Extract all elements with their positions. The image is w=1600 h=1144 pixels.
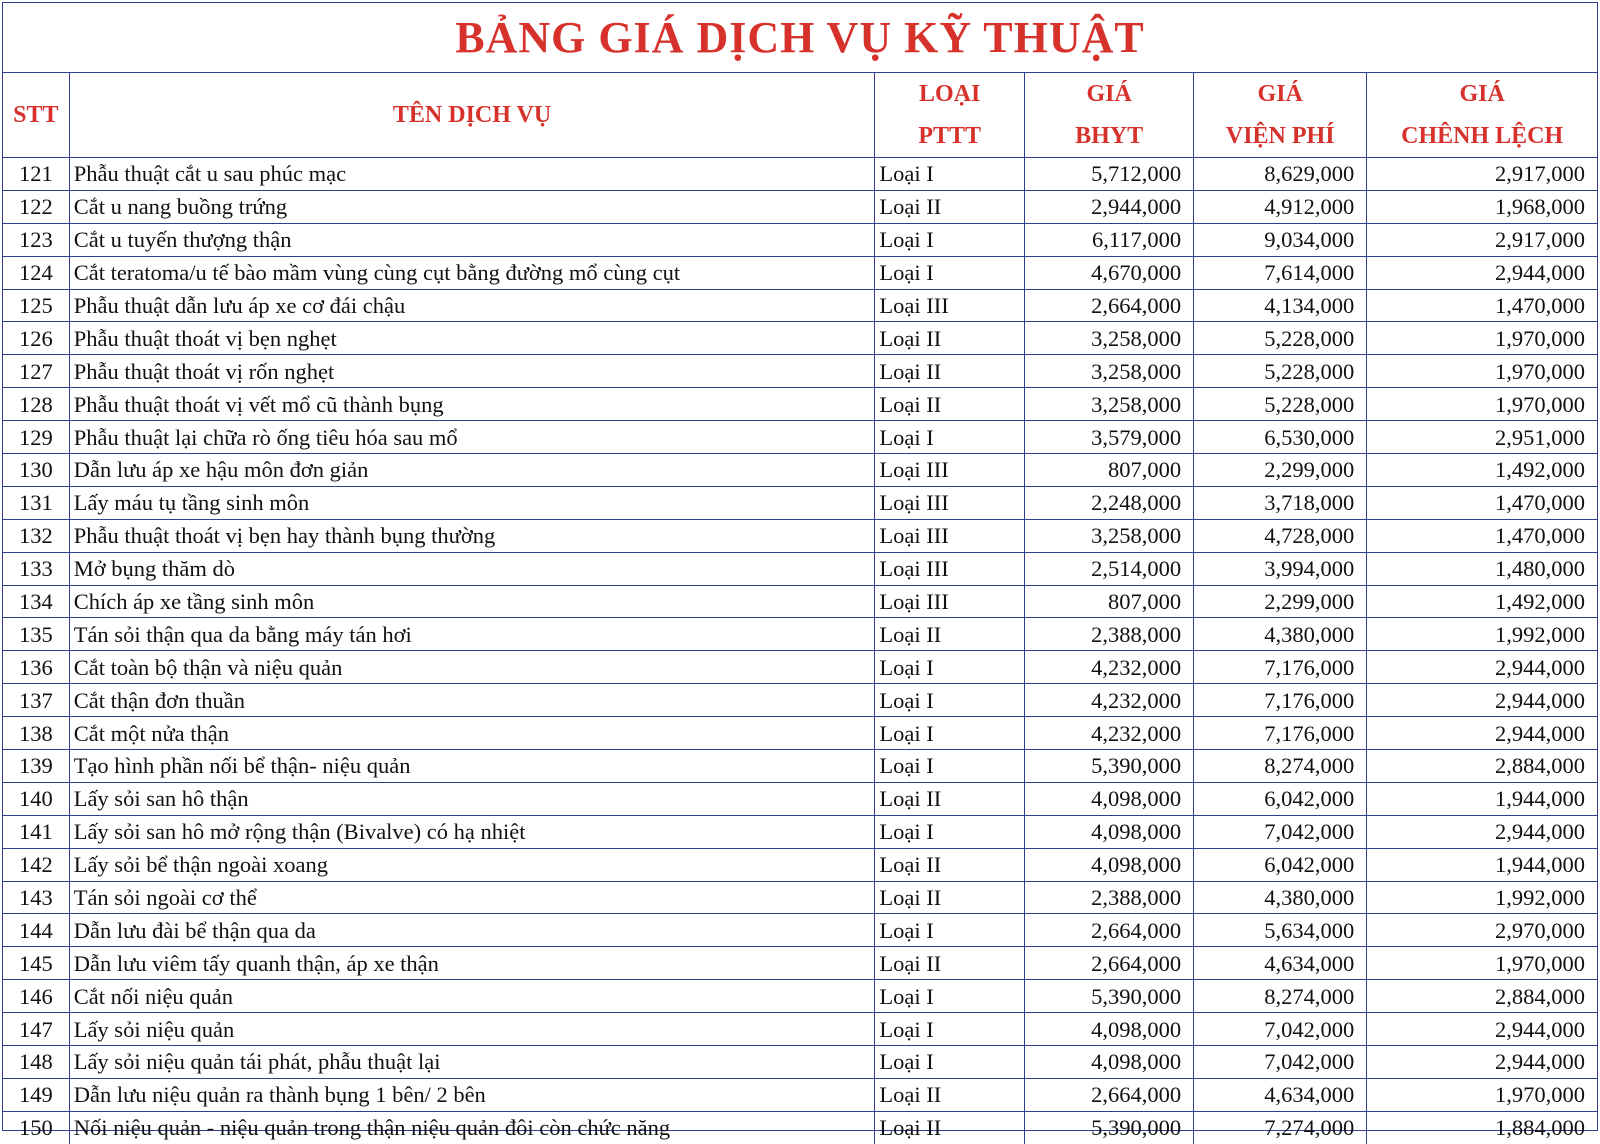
cell-service-name: Cắt teratoma/u tế bào mầm vùng cùng cụt bằng đường mổ cùng cụt: [69, 256, 875, 289]
table-body: [3, 158, 1597, 1144]
cell-difference-price: 2,944,000: [1367, 684, 1597, 717]
cell-bhyt-price: 3,258,000: [1025, 388, 1194, 421]
cell-bhyt-price: 807,000: [1025, 454, 1194, 487]
cell-service-name: Cắt nối niệu quản: [69, 980, 875, 1013]
cell-difference-price: 1,470,000: [1367, 486, 1597, 519]
cell-bhyt-price: 2,944,000: [1025, 190, 1194, 223]
cell-service-name: Chích áp xe tầng sinh môn: [69, 585, 875, 618]
cell-service-name: Mở bụng thăm dò: [69, 552, 875, 585]
table-row: [3, 1013, 1597, 1046]
table-row: [3, 815, 1597, 848]
cell-hospital-price: 7,176,000: [1194, 684, 1367, 717]
table-row: [3, 1078, 1597, 1111]
cell-service-name: Tạo hình phần nối bể thận- niệu quản: [69, 750, 875, 783]
cell-service-name: Dẫn lưu niệu quản ra thành bụng 1 bên/ 2 bên: [69, 1078, 875, 1111]
table-header-row: [3, 73, 1597, 158]
header-bhyt-price: [1025, 73, 1194, 158]
cell-stt: 124: [3, 256, 69, 289]
table-row: [3, 1111, 1597, 1143]
cell-surgery-type: Loại II: [875, 322, 1025, 355]
cell-surgery-type: Loại II: [875, 848, 1025, 881]
table-row: [3, 947, 1597, 980]
cell-hospital-price: 8,274,000: [1194, 750, 1367, 783]
cell-bhyt-price: 807,000: [1025, 585, 1194, 618]
header-difference-price-line2: CHÊNH LỆCH: [1401, 123, 1564, 149]
cell-difference-price: 1,968,000: [1367, 190, 1597, 223]
header-bhyt-price-line2: BHYT: [1075, 123, 1144, 149]
cell-service-name: Phẫu thuật thoát vị bẹn nghẹt: [69, 322, 875, 355]
table-row: [3, 914, 1597, 947]
cell-stt: 129: [3, 421, 69, 454]
table-row: [3, 289, 1597, 322]
table-row: [3, 881, 1597, 914]
cell-difference-price: 1,970,000: [1367, 947, 1597, 980]
cell-difference-price: 1,480,000: [1367, 552, 1597, 585]
cell-bhyt-price: 6,117,000: [1025, 223, 1194, 256]
cell-bhyt-price: 2,664,000: [1025, 947, 1194, 980]
table-row: [3, 223, 1597, 256]
cell-surgery-type: Loại I: [875, 256, 1025, 289]
cell-surgery-type: Loại I: [875, 750, 1025, 783]
cell-difference-price: 2,884,000: [1367, 980, 1597, 1013]
cell-service-name: Dẫn lưu đài bể thận qua da: [69, 914, 875, 947]
cell-surgery-type: Loại I: [875, 158, 1025, 191]
cell-surgery-type: Loại III: [875, 585, 1025, 618]
cell-stt: 131: [3, 486, 69, 519]
table-row: [3, 848, 1597, 881]
cell-stt: 136: [3, 651, 69, 684]
cell-stt: 128: [3, 388, 69, 421]
cell-bhyt-price: 4,232,000: [1025, 651, 1194, 684]
table-row: [3, 158, 1597, 191]
table-row: [3, 585, 1597, 618]
table-row: [3, 519, 1597, 552]
cell-hospital-price: 8,274,000: [1194, 980, 1367, 1013]
cell-hospital-price: 6,042,000: [1194, 848, 1367, 881]
cell-surgery-type: Loại III: [875, 486, 1025, 519]
cell-service-name: Phẫu thuật thoát vị vết mổ cũ thành bụng: [69, 388, 875, 421]
cell-bhyt-price: 2,248,000: [1025, 486, 1194, 519]
cell-surgery-type: Loại III: [875, 552, 1025, 585]
header-surgery-type-line2: PTTT: [918, 123, 982, 149]
cell-service-name: Phẫu thuật thoát vị bẹn hay thành bụng thường: [69, 519, 875, 552]
cell-hospital-price: 4,634,000: [1194, 947, 1367, 980]
cell-surgery-type: Loại I: [875, 223, 1025, 256]
cell-service-name: Cắt toàn bộ thận và niệu quản: [69, 651, 875, 684]
cell-service-name: Lấy sỏi niệu quản tái phát, phẫu thuật lại: [69, 1046, 875, 1079]
table-row: [3, 256, 1597, 289]
cell-hospital-price: 5,634,000: [1194, 914, 1367, 947]
cell-hospital-price: 7,042,000: [1194, 1046, 1367, 1079]
header-surgery-type: [875, 73, 1025, 158]
cell-bhyt-price: 4,232,000: [1025, 717, 1194, 750]
cell-surgery-type: Loại I: [875, 815, 1025, 848]
cell-surgery-type: Loại II: [875, 355, 1025, 388]
cell-stt: 137: [3, 684, 69, 717]
cell-bhyt-price: 2,514,000: [1025, 552, 1194, 585]
cell-surgery-type: Loại I: [875, 684, 1025, 717]
cell-bhyt-price: 5,390,000: [1025, 1111, 1194, 1143]
cell-difference-price: 1,470,000: [1367, 289, 1597, 322]
cell-hospital-price: 7,042,000: [1194, 815, 1367, 848]
cell-stt: 132: [3, 519, 69, 552]
table-row: [3, 750, 1597, 783]
cell-difference-price: 1,970,000: [1367, 1078, 1597, 1111]
cell-hospital-price: 5,228,000: [1194, 388, 1367, 421]
cell-hospital-price: 4,912,000: [1194, 190, 1367, 223]
header-surgery-type-line1: LOẠI: [919, 81, 981, 107]
header-difference-price: [1367, 73, 1597, 158]
cell-surgery-type: Loại II: [875, 947, 1025, 980]
cell-difference-price: 2,951,000: [1367, 421, 1597, 454]
cell-difference-price: 1,884,000: [1367, 1111, 1597, 1143]
cell-hospital-price: 6,530,000: [1194, 421, 1367, 454]
cell-difference-price: 2,944,000: [1367, 1046, 1597, 1079]
cell-surgery-type: Loại III: [875, 519, 1025, 552]
cell-surgery-type: Loại II: [875, 190, 1025, 223]
cell-bhyt-price: 4,098,000: [1025, 1013, 1194, 1046]
cell-stt: 127: [3, 355, 69, 388]
header-bhyt-price-line1: GIÁ: [1086, 81, 1132, 107]
cell-bhyt-price: 4,098,000: [1025, 815, 1194, 848]
cell-stt: 150: [3, 1111, 69, 1143]
cell-service-name: Cắt u nang buồng trứng: [69, 190, 875, 223]
cell-surgery-type: Loại I: [875, 914, 1025, 947]
cell-surgery-type: Loại I: [875, 717, 1025, 750]
cell-stt: 142: [3, 848, 69, 881]
cell-bhyt-price: 2,388,000: [1025, 881, 1194, 914]
cell-service-name: Dẫn lưu áp xe hậu môn đơn giản: [69, 454, 875, 487]
cell-difference-price: 2,944,000: [1367, 717, 1597, 750]
cell-stt: 122: [3, 190, 69, 223]
table-row: [3, 388, 1597, 421]
cell-service-name: Cắt một nửa thận: [69, 717, 875, 750]
table-row: [3, 322, 1597, 355]
cell-service-name: Cắt thận đơn thuần: [69, 684, 875, 717]
cell-surgery-type: Loại I: [875, 651, 1025, 684]
cell-hospital-price: 4,634,000: [1194, 1078, 1367, 1111]
cell-hospital-price: 4,134,000: [1194, 289, 1367, 322]
cell-difference-price: 1,992,000: [1367, 618, 1597, 651]
cell-service-name: Tán sỏi ngoài cơ thể: [69, 881, 875, 914]
cell-stt: 144: [3, 914, 69, 947]
cell-bhyt-price: 5,712,000: [1025, 158, 1194, 191]
cell-difference-price: 2,944,000: [1367, 815, 1597, 848]
cell-service-name: Phẫu thuật dẫn lưu áp xe cơ đái chậu: [69, 289, 875, 322]
cell-hospital-price: 7,176,000: [1194, 717, 1367, 750]
cell-stt: 121: [3, 158, 69, 191]
header-hospital-price-line1: GIÁ: [1257, 81, 1303, 107]
cell-difference-price: 1,470,000: [1367, 519, 1597, 552]
cell-hospital-price: 8,629,000: [1194, 158, 1367, 191]
cell-hospital-price: 7,274,000: [1194, 1111, 1367, 1143]
cell-stt: 140: [3, 782, 69, 815]
cell-service-name: Lấy sỏi san hô mở rộng thận (Bivalve) có hạ nhiệt: [69, 815, 875, 848]
cell-bhyt-price: 5,390,000: [1025, 980, 1194, 1013]
cell-hospital-price: 5,228,000: [1194, 322, 1367, 355]
cell-surgery-type: Loại I: [875, 421, 1025, 454]
cell-surgery-type: Loại II: [875, 782, 1025, 815]
cell-difference-price: 2,944,000: [1367, 1013, 1597, 1046]
cell-stt: 147: [3, 1013, 69, 1046]
cell-surgery-type: Loại II: [875, 881, 1025, 914]
price-table: [3, 73, 1597, 1144]
cell-stt: 125: [3, 289, 69, 322]
cell-stt: 134: [3, 585, 69, 618]
table-row: [3, 552, 1597, 585]
cell-bhyt-price: 4,098,000: [1025, 848, 1194, 881]
cell-service-name: Phẫu thuật thoát vị rốn nghẹt: [69, 355, 875, 388]
cell-difference-price: 2,917,000: [1367, 223, 1597, 256]
cell-stt: 146: [3, 980, 69, 1013]
cell-service-name: Lấy sỏi bể thận ngoài xoang: [69, 848, 875, 881]
cell-bhyt-price: 3,258,000: [1025, 322, 1194, 355]
cell-hospital-price: 3,718,000: [1194, 486, 1367, 519]
table-row: [3, 651, 1597, 684]
cell-difference-price: 2,944,000: [1367, 256, 1597, 289]
cell-bhyt-price: 4,098,000: [1025, 1046, 1194, 1079]
header-stt: STT: [3, 73, 69, 158]
table-row: [3, 421, 1597, 454]
cell-bhyt-price: 4,670,000: [1025, 256, 1194, 289]
cell-hospital-price: 9,034,000: [1194, 223, 1367, 256]
cell-surgery-type: Loại II: [875, 388, 1025, 421]
cell-service-name: Dẫn lưu viêm tấy quanh thận, áp xe thận: [69, 947, 875, 980]
cell-stt: 126: [3, 322, 69, 355]
table-row: [3, 782, 1597, 815]
cell-bhyt-price: 3,258,000: [1025, 519, 1194, 552]
cell-stt: 133: [3, 552, 69, 585]
cell-hospital-price: 2,299,000: [1194, 585, 1367, 618]
cell-difference-price: 1,944,000: [1367, 848, 1597, 881]
cell-hospital-price: 4,380,000: [1194, 618, 1367, 651]
header-difference-price-line1: GIÁ: [1459, 81, 1505, 107]
table-row: [3, 190, 1597, 223]
cell-stt: 139: [3, 750, 69, 783]
cell-bhyt-price: 4,232,000: [1025, 684, 1194, 717]
table-row: [3, 454, 1597, 487]
cell-bhyt-price: 4,098,000: [1025, 782, 1194, 815]
page-title: BẢNG GIÁ DỊCH VỤ KỸ THUẬT: [3, 3, 1597, 73]
table-row: [3, 717, 1597, 750]
cell-difference-price: 1,970,000: [1367, 355, 1597, 388]
cell-bhyt-price: 2,664,000: [1025, 289, 1194, 322]
cell-hospital-price: 4,728,000: [1194, 519, 1367, 552]
cell-stt: 145: [3, 947, 69, 980]
cell-surgery-type: Loại I: [875, 1046, 1025, 1079]
cell-stt: 143: [3, 881, 69, 914]
cell-difference-price: 2,884,000: [1367, 750, 1597, 783]
cell-surgery-type: Loại I: [875, 1013, 1025, 1046]
cell-difference-price: 2,970,000: [1367, 914, 1597, 947]
cell-difference-price: 1,492,000: [1367, 454, 1597, 487]
table-row: [3, 980, 1597, 1013]
cell-hospital-price: 3,994,000: [1194, 552, 1367, 585]
cell-stt: 149: [3, 1078, 69, 1111]
cell-difference-price: 1,970,000: [1367, 388, 1597, 421]
cell-service-name: Lấy máu tụ tầng sinh môn: [69, 486, 875, 519]
cell-bhyt-price: 2,664,000: [1025, 914, 1194, 947]
cell-service-name: Nối niệu quản - niệu quản trong thận niệu quản đôi còn chức năng: [69, 1111, 875, 1143]
cell-hospital-price: 7,614,000: [1194, 256, 1367, 289]
cell-surgery-type: Loại II: [875, 1111, 1025, 1143]
cell-bhyt-price: 3,579,000: [1025, 421, 1194, 454]
cell-difference-price: 1,492,000: [1367, 585, 1597, 618]
cell-service-name: Lấy sỏi san hô thận: [69, 782, 875, 815]
cell-stt: 141: [3, 815, 69, 848]
table-row: [3, 684, 1597, 717]
cell-service-name: Phẫu thuật lại chữa rò ống tiêu hóa sau mổ: [69, 421, 875, 454]
cell-hospital-price: 7,176,000: [1194, 651, 1367, 684]
cell-hospital-price: 7,042,000: [1194, 1013, 1367, 1046]
header-hospital-price: [1194, 73, 1367, 158]
price-table-sheet: [2, 2, 1598, 1141]
cell-hospital-price: 2,299,000: [1194, 454, 1367, 487]
cell-service-name: Tán sỏi thận qua da bằng máy tán hơi: [69, 618, 875, 651]
cell-difference-price: 1,944,000: [1367, 782, 1597, 815]
table-row: [3, 486, 1597, 519]
cell-difference-price: 2,944,000: [1367, 651, 1597, 684]
cell-service-name: Phẫu thuật cắt u sau phúc mạc: [69, 158, 875, 191]
cell-bhyt-price: 2,388,000: [1025, 618, 1194, 651]
cell-bhyt-price: 5,390,000: [1025, 750, 1194, 783]
cell-difference-price: 2,917,000: [1367, 158, 1597, 191]
cell-surgery-type: Loại III: [875, 289, 1025, 322]
cell-service-name: Cắt u tuyến thượng thận: [69, 223, 875, 256]
cell-service-name: Lấy sỏi niệu quản: [69, 1013, 875, 1046]
cell-stt: 135: [3, 618, 69, 651]
table-row: [3, 355, 1597, 388]
cell-surgery-type: Loại II: [875, 618, 1025, 651]
cell-stt: 138: [3, 717, 69, 750]
header-hospital-price-line2: VIỆN PHÍ: [1225, 123, 1335, 149]
cell-hospital-price: 5,228,000: [1194, 355, 1367, 388]
cell-hospital-price: 4,380,000: [1194, 881, 1367, 914]
cell-difference-price: 1,992,000: [1367, 881, 1597, 914]
cell-bhyt-price: 3,258,000: [1025, 355, 1194, 388]
cell-bhyt-price: 2,664,000: [1025, 1078, 1194, 1111]
cell-surgery-type: Loại III: [875, 454, 1025, 487]
header-service-name: TÊN DỊCH VỤ: [69, 73, 875, 158]
cell-surgery-type: Loại I: [875, 980, 1025, 1013]
cell-hospital-price: 6,042,000: [1194, 782, 1367, 815]
cell-difference-price: 1,970,000: [1367, 322, 1597, 355]
cell-stt: 123: [3, 223, 69, 256]
table-row: [3, 1046, 1597, 1079]
cell-stt: 148: [3, 1046, 69, 1079]
table-row: [3, 618, 1597, 651]
cell-surgery-type: Loại II: [875, 1078, 1025, 1111]
cell-stt: 130: [3, 454, 69, 487]
